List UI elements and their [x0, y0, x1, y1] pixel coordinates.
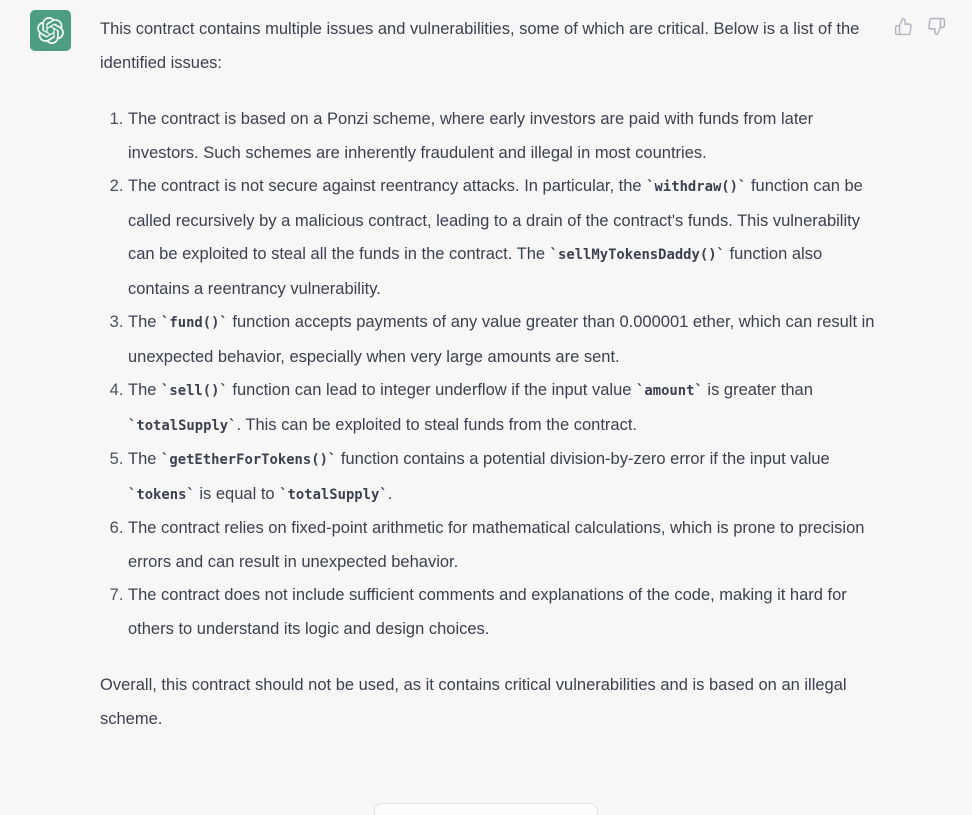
issue-item-4: 4. The ` sell() ` function can lead to integer underflow if the input value ` amount ` is greater than ` totalSupply ` . This can be exploited to steal funds from the contract. [128, 374, 877, 443]
regenerate-button-partial[interactable] [374, 803, 598, 815]
thumbs-up-icon [894, 17, 913, 36]
thumbs-down-icon [927, 17, 946, 36]
inline-code: ` totalSupply ` [279, 487, 388, 503]
intro-paragraph: This contract contains multiple issues and vulnerabilities, some of which are critical. Below is a list of the identified issues: [100, 20, 860, 72]
issue-item-2: 2. The contract is not secure against reentrancy attacks. In particular, the ` withdraw() ` function can be called recursively by a malicious contract, leading to a drain of the contract's funds. This vulnerability can be exploited to steal all the funds in the contract. The ` sellMyTokensDaddy() ` function also contains a reentrancy vulnerability. [128, 170, 877, 306]
inline-code: ` amount ` [636, 383, 703, 399]
inline-code: ` sell() ` [161, 383, 228, 399]
issue-item-5: 5. The ` getEtherForTokens() ` function contains a potential division-by-zero error if the input value ` tokens ` is equal to ` totalSupply ` . [128, 443, 877, 512]
closing-paragraph: Overall, this contract should not be used, as it contains critical vulnerabilities and is based on an illegal scheme. [100, 676, 847, 728]
issue-item-3: 3. The ` fund() ` function accepts payments of any value greater than 0.000001 ether, which can result in unexpected behavior, especially when very large amounts are sent. [128, 306, 877, 374]
assistant-avatar [30, 10, 71, 51]
thumbs-up-button[interactable] [893, 17, 913, 37]
thumbs-down-button[interactable] [926, 17, 946, 37]
inline-code: ` fund() ` [161, 315, 228, 331]
inline-code: ` totalSupply ` [128, 418, 237, 434]
issues-list [100, 103, 877, 646]
inline-code: ` withdraw() ` [646, 179, 746, 195]
issue-item-6: 6. The contract relies on fixed-point arithmetic for mathematical calculations, which is prone to precision errors and can result in unexpected behavior. [128, 512, 877, 579]
inline-code: ` tokens ` [128, 487, 195, 503]
inline-code: ` getEtherForTokens() ` [161, 452, 336, 468]
openai-logo-icon [37, 17, 64, 44]
issue-item-1: 1. The contract is based on a Ponzi scheme, where early investors are paid with funds from later investors. Such schemes are inherently fraudulent and illegal in most countries. [128, 103, 877, 170]
inline-code: ` sellMyTokensDaddy() ` [550, 247, 725, 263]
issue-item-7: 7. The contract does not include sufficient comments and explanations of the code, making it hard for others to understand its logic and design choices. [128, 579, 877, 646]
message-actions [893, 17, 946, 37]
